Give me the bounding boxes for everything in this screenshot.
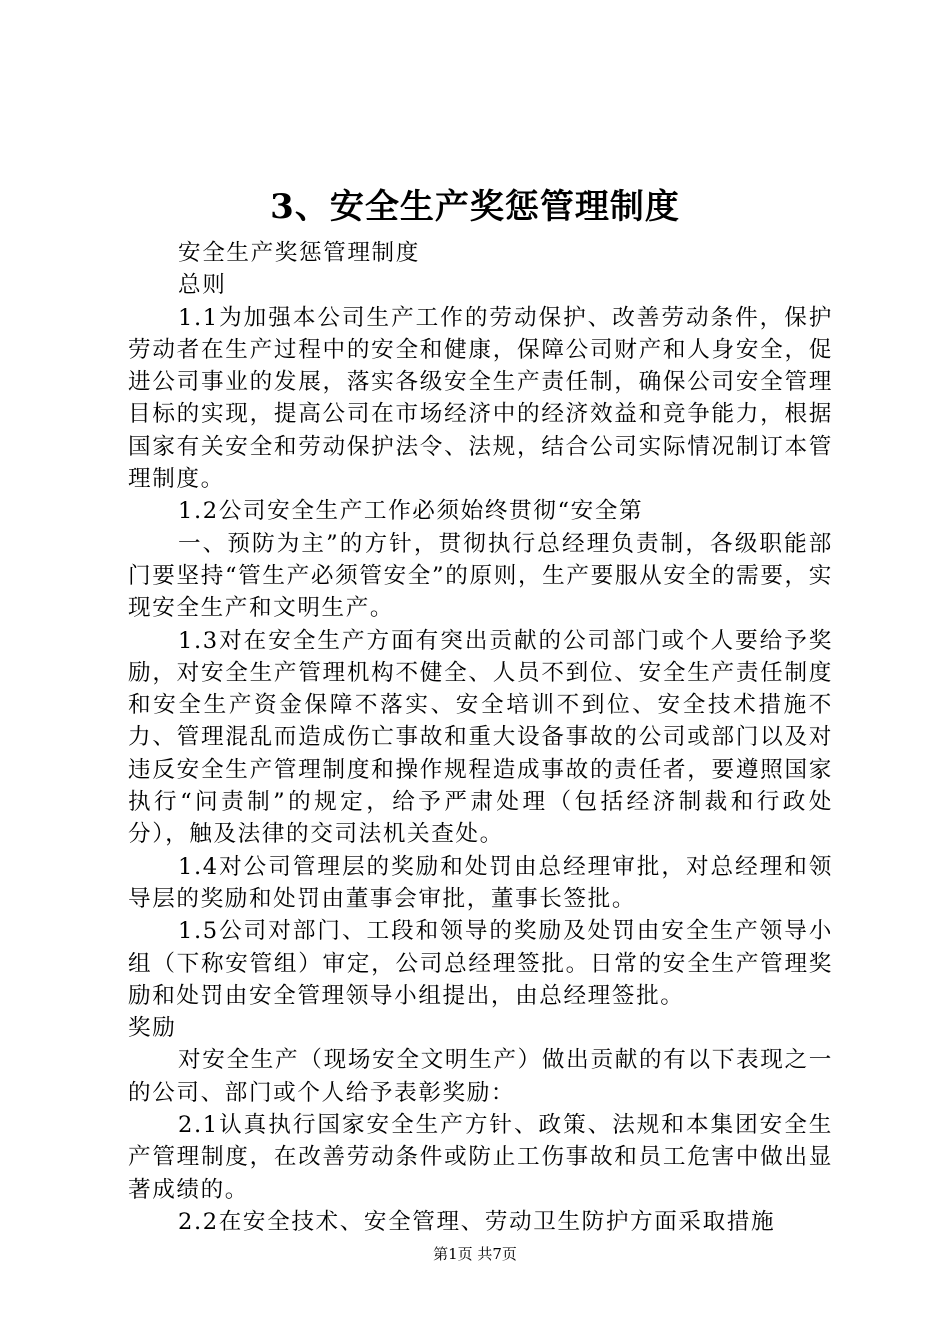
paragraph-subtitle: 安全生产奖惩管理制度 bbox=[178, 240, 420, 266]
paragraph-1-4: 1.4对公司管理层的奖励和处罚由总经理审批，对总经理和领导层的奖励和处罚由董事会审批，董事长签批。 bbox=[128, 853, 833, 912]
paragraph-1-2-continued: 一、预防为主”的方针，贯彻执行总经理负责制，各级职能部门要坚持“管生产必须管安全”的原则，生产要服从安全的需要，实现安全生产和文明生产。 bbox=[128, 530, 833, 622]
section-heading-rewards: 奖励 bbox=[128, 1015, 177, 1042]
paragraph-1-3: 1.3对在安全生产方面有突出贡献的公司部门或个人要给予奖励，对安全生产管理机构不健全、人员不到位、安全生产责任制度和安全生产资金保障不落实、安全培训不到位、安全技术措施不力、管理混乱而造成伤亡事故和重大设备事故的公司或部门以及对违反安全生产管理制度和操作规程造成事故的责任者，要遵照国家执行“问责制”的规定，给予严肃处理（包括经济制裁和行政处分），触及法律的交司法机关查处。 bbox=[128, 627, 833, 848]
document-title: 3、安全生产奖惩管理制度 bbox=[270, 187, 680, 227]
paragraph-1-5: 1.5公司对部门、工段和领导的奖励及处罚由安全生产领导小组（下称安管组）审定，公司总经理签批。日常的安全生产管理奖励和处罚由安全管理领导小组提出，由总经理签批。 bbox=[128, 918, 833, 1009]
paragraph-rewards-intro: 对安全生产（现场安全文明生产）做出贡献的有以下表现之一的公司、部门或个人给予表彰奖励： bbox=[128, 1047, 833, 1106]
section-heading-general: 总则 bbox=[178, 272, 227, 299]
paragraph-2-1: 2.1认真执行国家安全生产方针、政策、法规和本集团安全生产管理制度，在改善劳动条件或防止工伤事故和员工危害中做出显著成绩的。 bbox=[128, 1112, 833, 1203]
paragraph-2-2: 2.2在安全技术、安全管理、劳动卫生防护方面采取措施 bbox=[178, 1208, 776, 1235]
paragraph-1-1: 1.1为加强本公司生产工作的劳动保护、改善劳动条件，保护劳动者在生产过程中的安全和健康，保障公司财产和人身安全，促进公司事业的发展，落实各级安全生产责任制，确保公司安全管理目标的实现，提高公司在市场经济中的经济效益和竞争能力，根据国家有关安全和劳动保护法令、法规，结合公司实际情况制订本管理制度。 bbox=[128, 304, 833, 493]
page-footer: 第1页 共7页 bbox=[433, 1245, 517, 1263]
document-body bbox=[128, 237, 833, 1238]
paragraph-1-2: 1.2公司安全生产工作必须始终贯彻“安全第 bbox=[178, 498, 644, 525]
